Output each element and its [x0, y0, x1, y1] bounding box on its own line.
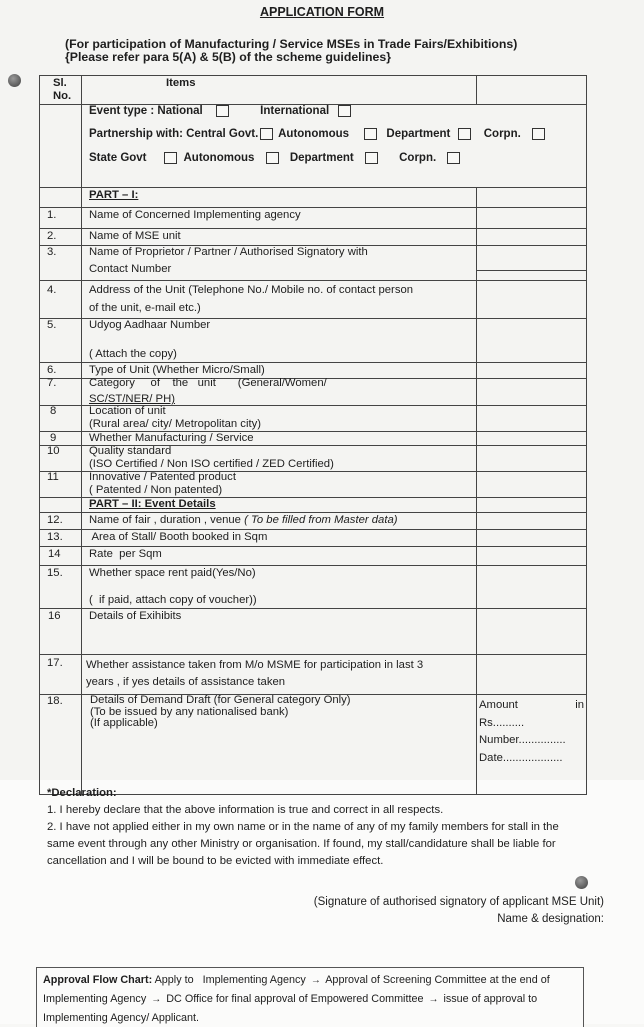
flow-step-dc-office: DC Office for final approval of Empowered Committee	[166, 993, 424, 1005]
demand-draft-fields[interactable]	[479, 697, 584, 767]
dd-rs-field[interactable]: Rs..........	[479, 716, 525, 729]
row-11-label-line2: ( Patented / Non patented)	[89, 484, 223, 496]
row-line	[39, 75, 587, 76]
option-national-label: National	[157, 105, 203, 118]
row-18-number: 18.	[47, 695, 63, 707]
row-9-number: 9	[50, 432, 57, 444]
row-7-label-line1: Category of the unit (General/Women/	[89, 377, 327, 389]
row-18-label-line1: Details of Demand Draft (for General category Only)	[90, 694, 351, 706]
row-14-value-field[interactable]	[477, 547, 586, 565]
row-12-label-note: ( To be filled from Master data)	[244, 514, 398, 526]
central-department-checkbox[interactable]	[458, 128, 471, 140]
row-13-value-field[interactable]	[477, 530, 586, 546]
state-corpn-checkbox[interactable]	[447, 152, 460, 164]
central-corpn-label: Corpn.	[483, 128, 521, 141]
row-17-number: 17.	[47, 657, 63, 669]
row-12-label-text: Name of fair , duration , venue	[89, 514, 245, 526]
row-5-label-line2: ( Attach the copy)	[89, 348, 177, 360]
row-11-number: 11	[47, 471, 59, 483]
row-6-number: 6.	[47, 364, 57, 376]
dd-date-field[interactable]: Date...................	[479, 751, 563, 764]
dd-number-field[interactable]: Number...............	[479, 734, 566, 746]
row-5-number: 5.	[47, 319, 57, 331]
state-govt-checkbox[interactable]	[164, 152, 177, 164]
row-4-value-field[interactable]	[477, 281, 586, 318]
row-4-label-line1: Address of the Unit (Telephone No./ Mobile no. of contact person	[89, 284, 414, 296]
part-1-heading: PART – I:	[89, 189, 139, 201]
central-department-label: Department	[386, 128, 451, 141]
row-10-number: 10	[47, 445, 60, 457]
form-title: APPLICATION FORM	[259, 5, 385, 19]
row-12-number: 12.	[47, 514, 63, 526]
row-13-label: Area of Stall/ Booth booked in Sqm	[89, 531, 268, 543]
row-18-label-line2: (To be issued by any nationalised bank)	[90, 706, 289, 718]
row-2-number: 2.	[47, 230, 57, 242]
row-13-number: 13.	[47, 531, 63, 543]
sl-no-header	[53, 77, 71, 103]
national-checkbox[interactable]	[216, 105, 229, 117]
items-header: Items	[166, 77, 196, 89]
row-11-value-field[interactable]	[477, 472, 586, 497]
state-department-checkbox[interactable]	[365, 152, 378, 164]
row-15-value-field[interactable]	[477, 566, 586, 608]
subtitle-line-1: (For participation of Manufacturing / Service MSEs in Trade Fairs/Exhibitions)	[65, 37, 518, 51]
row-14-number: 14	[48, 548, 61, 560]
row-1-value-field[interactable]	[477, 208, 586, 228]
row-5-label-line1: Udyog Aadhaar Number	[89, 319, 211, 331]
flow-step-apply: Apply to	[154, 974, 194, 986]
row-8-number: 8	[50, 405, 57, 417]
table-border-right	[586, 75, 587, 795]
declaration-item-1: 1. I hereby declare that the above information is true and correct in all respects.	[47, 804, 444, 816]
event-type-row	[89, 105, 355, 117]
row-18-label-line3: (If applicable)	[90, 717, 158, 729]
row-12-label	[89, 514, 398, 527]
arrow-right-icon: →	[428, 994, 439, 1005]
row-14-label: Rate per Sqm	[89, 548, 162, 560]
flow-step-issue-approval: issue of approval to Implementing Agency/ Applicant.	[43, 993, 538, 1024]
table-border-left	[39, 75, 40, 795]
approval-flow-chart	[36, 967, 584, 1027]
column-divider-sl	[81, 75, 82, 795]
state-department-label: Department	[289, 152, 354, 165]
row-15-label-line1: Whether space rent paid(Yes/No)	[89, 567, 256, 579]
row-5-value-field[interactable]	[477, 319, 586, 362]
row-17-label-line1: Whether assistance taken from M/o MSME for participation in last 3	[86, 659, 424, 671]
column-divider-value	[476, 75, 477, 105]
partnership-label: Partnership with: Central Govt.	[89, 128, 259, 141]
row-15-label-line2: ( if paid, attach copy of voucher))	[89, 594, 257, 606]
subtitle-line-2: {Please refer para 5(A) & 5(B) of the scheme guidelines}	[65, 50, 391, 64]
row-3-label-line1: Name of Proprietor / Partner / Authorised Signatory with	[89, 246, 368, 258]
row-16-label: Details of Exihibits	[89, 610, 182, 622]
state-corpn-label: Corpn.	[399, 152, 437, 165]
state-govt-label: State Govt	[89, 152, 147, 165]
arrow-right-icon: →	[310, 975, 321, 986]
row-3-label-line2: Contact Number	[89, 263, 172, 275]
row-8-label-line2: (Rural area/ city/ Metropolitan city)	[89, 418, 262, 430]
state-autonomous-label: Autonomous	[183, 152, 255, 165]
punch-hole-mark	[575, 876, 588, 889]
row-10-value-field[interactable]	[477, 446, 586, 471]
row-17-value-field[interactable]	[477, 655, 586, 694]
row-4-number: 4.	[47, 284, 57, 296]
state-autonomous-checkbox[interactable]	[266, 152, 279, 164]
approval-flow-label: Approval Flow Chart:	[43, 974, 153, 986]
signature-block	[314, 894, 604, 928]
row-1-number: 1.	[47, 209, 57, 221]
event-type-label: Event type :	[89, 105, 155, 118]
sl-no-header-line1: Sl.	[53, 77, 67, 89]
row-11-label-line1: Innovative / Patented product	[89, 471, 236, 483]
row-3-number: 3.	[47, 246, 57, 258]
row-15-number: 15.	[47, 567, 63, 579]
row-7-label-line2: SC/ST/NER/ PH)	[89, 393, 175, 405]
central-autonomous-label: Autonomous	[278, 128, 350, 141]
option-international-label: International	[260, 105, 330, 118]
declaration-section	[47, 785, 627, 870]
row-2-label: Name of MSE unit	[89, 230, 181, 242]
arrow-right-icon: →	[151, 994, 162, 1005]
row-6-label: Type of Unit (Whether Micro/Small)	[89, 364, 265, 376]
row-16-value-field[interactable]	[477, 609, 586, 654]
row-2-value-field[interactable]	[477, 229, 586, 245]
row-line	[39, 187, 587, 188]
dd-amount-row	[479, 697, 584, 715]
row-6-value-field[interactable]	[477, 363, 586, 378]
row-4-label-line2: of the unit, e-mail etc.)	[89, 302, 201, 314]
row-7-number: 7.	[47, 377, 57, 389]
row-9-label: Whether Manufacturing / Service	[89, 432, 254, 444]
international-checkbox[interactable]	[338, 105, 351, 117]
row-3-value-field[interactable]	[477, 246, 586, 279]
row-1-label: Name of Concerned Implementing agency	[89, 209, 301, 221]
declaration-item-2: 2. I have not applied either in my own name or in the name of any of my family members for stall in the same event through any other Ministry or organisation. If found, my stall/candidature shall be liable for cancellation and I will be bound to be evicted with immediate effect.	[47, 821, 559, 867]
part-2-heading: PART – II: Event Details	[89, 498, 216, 510]
dd-amount-in-label: in	[575, 699, 584, 711]
sl-no-header-line2: No.	[53, 90, 72, 102]
row-7-value-field[interactable]	[477, 379, 586, 405]
declaration-heading: *Declaration:	[47, 787, 117, 799]
row-16-number: 16	[48, 610, 61, 622]
state-govt-row	[89, 152, 464, 164]
dd-amount-label: Amount	[479, 699, 518, 711]
central-corpn-checkbox[interactable]	[532, 128, 545, 140]
form-subtitle	[65, 38, 517, 64]
punch-hole-mark	[8, 74, 21, 87]
row-8-value-field[interactable]	[477, 406, 586, 431]
central-govt-checkbox[interactable]	[260, 128, 273, 140]
application-table	[39, 75, 587, 795]
row-8-label-line1: Location of unit	[89, 405, 166, 417]
flow-step-implementing-agency: Implementing Agency	[202, 974, 306, 986]
signature-line: (Signature of authorised signatory of applicant MSE Unit)	[313, 896, 604, 908]
row-17-label-line2: years , if yes details of assistance taken	[86, 676, 286, 688]
row-10-label-line2: (ISO Certified / Non ISO certified / ZED Certified)	[89, 458, 334, 470]
row-10-label-line1: Quality standard	[89, 445, 172, 457]
row-12-value-field[interactable]	[477, 513, 586, 529]
partnership-central-row	[89, 128, 549, 140]
central-autonomous-checkbox[interactable]	[364, 128, 377, 140]
flow-step-screening-committee: Approval of Screening Committee at the end of Implementing Agency	[43, 974, 550, 1005]
row-9-value-field[interactable]	[477, 432, 586, 445]
name-designation-label: Name & designation:	[497, 913, 604, 925]
